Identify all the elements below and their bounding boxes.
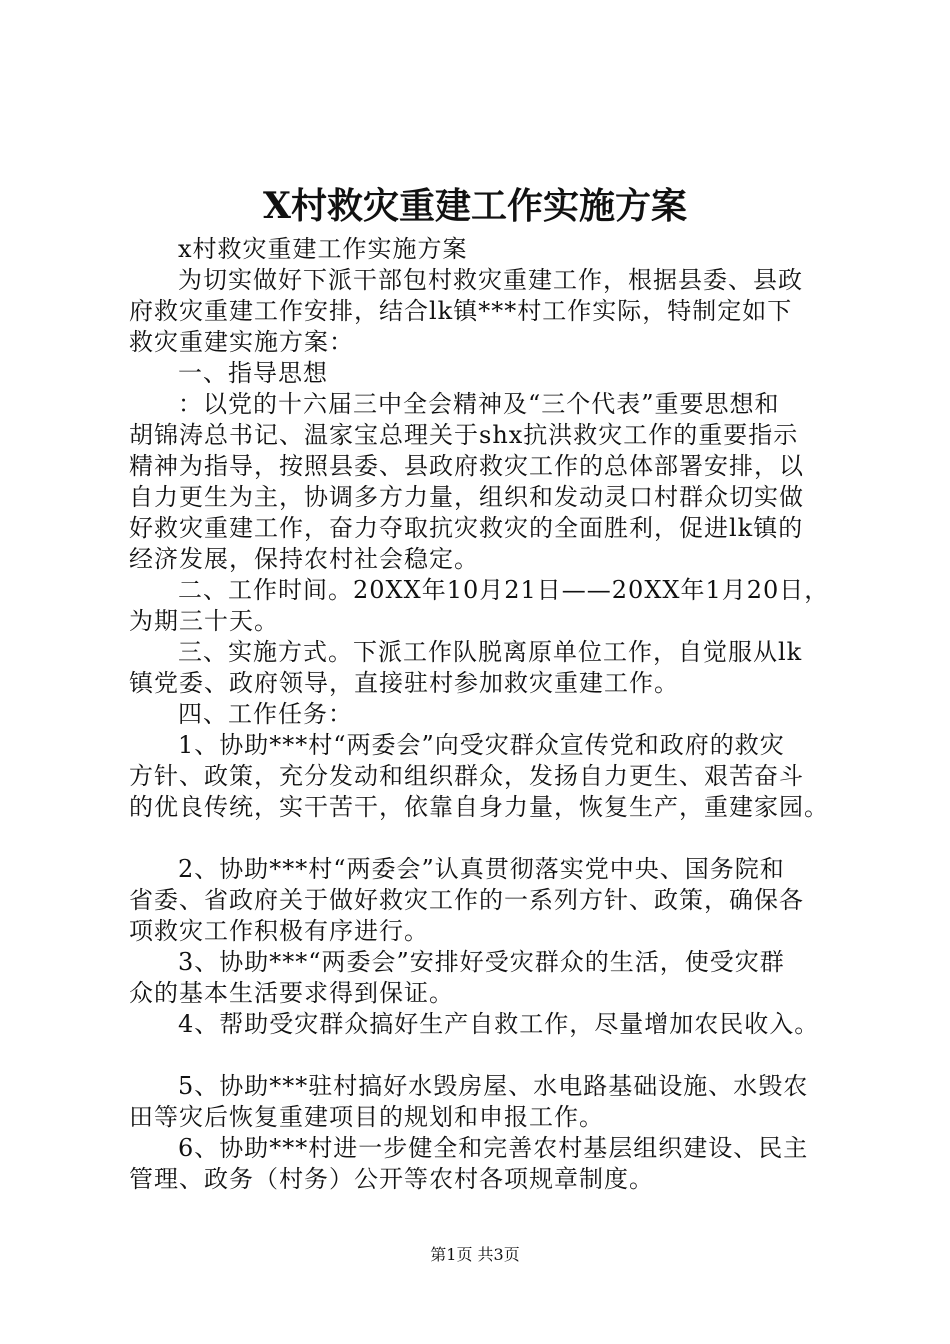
paragraph-line: 管理、政务（村务）公开等农村各项规章制度。: [129, 1165, 654, 1193]
paragraph-line: 自力更生为主，协调多方力量，组织和发动灵口村群众切实做: [129, 483, 804, 511]
list-item: 1、协助***村“两委会”向受灾群众宣传党和政府的救灾: [178, 731, 785, 759]
page-footer: 第1页 共3页: [430, 1245, 520, 1264]
paragraph-line: 为期三十天。: [129, 607, 279, 635]
section-heading: 一、指导思想: [178, 359, 328, 387]
paragraph-line: 田等灾后恢复重建项目的规划和申报工作。: [129, 1103, 604, 1131]
list-item: 4、帮助受灾群众搞好生产自救工作，尽量增加农民收入。: [178, 1010, 820, 1038]
list-item: 2、协助***村“两委会”认真贯彻落实党中央、国务院和: [178, 855, 785, 883]
list-item: 5、协助***驻村搞好水毁房屋、水电路基础设施、水毁农: [178, 1072, 809, 1100]
paragraph-line: 府救灾重建工作安排，结合lk镇***村工作实际，特制定如下: [129, 297, 793, 325]
paragraph-line: 的优良传统，实干苦干，依靠自身力量，恢复生产，重建家园。: [129, 793, 829, 821]
paragraph-line: 胡锦涛总书记、温家宝总理关于shx抗洪救灾工作的重要指示: [129, 421, 799, 449]
paragraph-line: 为切实做好下派干部包村救灾重建工作，根据县委、县政: [178, 266, 803, 294]
blank-line: [129, 823, 834, 854]
paragraph-line: 方针、政策，充分发动和组织群众，发扬自力更生、艰苦奋斗: [129, 762, 804, 790]
paragraph-line: 省委、省政府关于做好救灾工作的一系列方针、政策，确保各: [129, 886, 804, 914]
paragraph-line: 救灾重建实施方案：: [129, 328, 354, 356]
section-heading: 四、工作任务：: [178, 700, 353, 728]
paragraph-line: ：以党的十六届三中全会精神及“三个代表”重要思想和: [178, 390, 780, 418]
list-item: 6、协助***村进一步健全和完善农村基层组织建设、民主: [178, 1134, 809, 1162]
paragraph-line: 众的基本生活要求得到保证。: [129, 979, 454, 1007]
blank-line: [129, 1040, 834, 1071]
document-title: X村救灾重建工作实施方案: [263, 185, 687, 227]
document-body: [129, 234, 834, 1195]
paragraph-line: 好救灾重建工作，奋力夺取抗灾救灾的全面胜利，促进lk镇的: [129, 514, 804, 542]
paragraph-line: 精神为指导，按照县委、县政府救灾工作的总体部署安排，以: [129, 452, 804, 480]
paragraph-line: 镇党委、政府领导，直接驻村参加救灾重建工作。: [129, 669, 679, 697]
section-heading: 三、实施方式。下派工作队脱离原单位工作，自觉服从lk: [178, 638, 803, 666]
section-heading: 二、工作时间。20XX年10月21日——20XX年1月20日，: [178, 576, 830, 604]
paragraph-line: 经济发展，保持农村社会稳定。: [129, 545, 479, 573]
subtitle-line: x村救灾重建工作实施方案: [178, 235, 468, 263]
list-item: 3、协助***“两委会”安排好受灾群众的生活，使受灾群: [178, 948, 785, 976]
paragraph-line: 项救灾工作积极有序进行。: [129, 917, 429, 945]
